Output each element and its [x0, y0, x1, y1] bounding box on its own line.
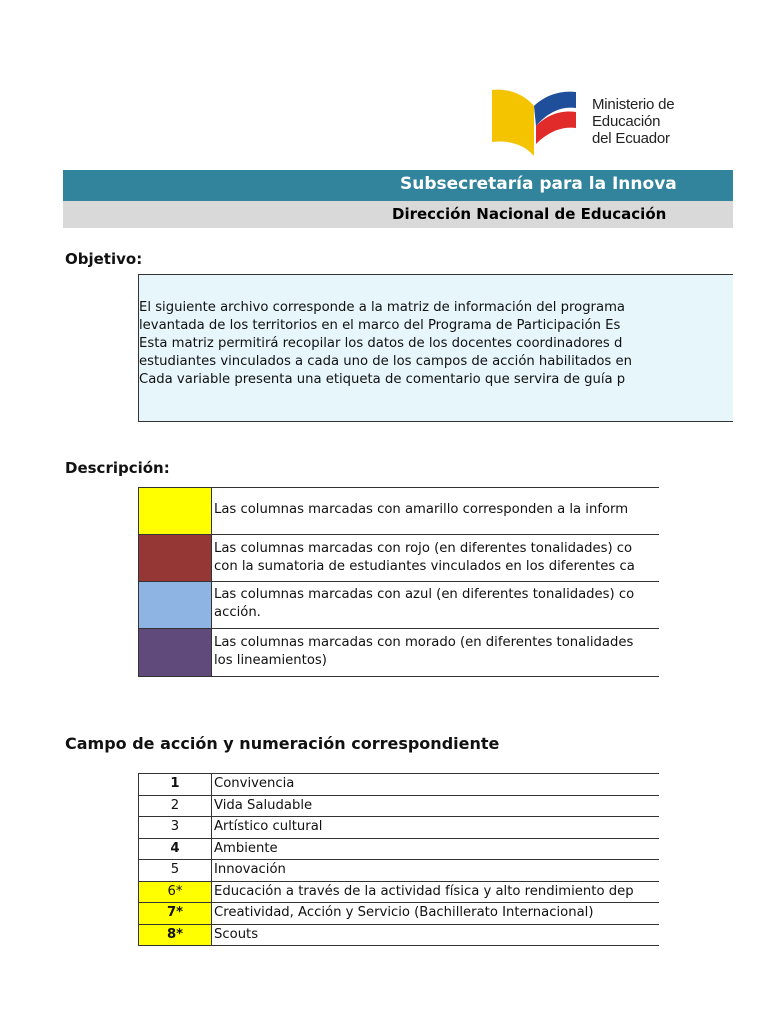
field-label: Educación a través de la actividad física y alto rendimiento dep [214, 883, 634, 899]
field-number: 2 [138, 796, 212, 817]
description-text [212, 629, 659, 676]
field-row [138, 816, 659, 838]
objective-label: Objetivo: [65, 250, 143, 268]
fields-label: Campo de acción y numeración correspondiente [65, 734, 500, 753]
field-label: Vida Saludable [214, 797, 313, 813]
description-line: Las columnas marcadas con rojo (en diferentes tonalidades) co [214, 541, 633, 556]
field-label: Creatividad, Acción y Servicio (Bachillerato Internacional) [214, 905, 594, 920]
description-text [212, 535, 659, 581]
field-label: Innovación [214, 862, 286, 877]
field-row [138, 881, 659, 903]
field-row [138, 773, 659, 795]
description-row [138, 534, 659, 581]
objective-box [138, 274, 733, 422]
page-subtitle: Dirección Nacional de Educación [392, 205, 667, 223]
subtitle-band [63, 201, 733, 228]
description-line: Las columnas marcadas con amarillo corresponden a la inform [214, 502, 629, 517]
description-line: acción. [214, 605, 261, 620]
description-table [138, 487, 659, 677]
description-line: Las columnas marcadas con morado (en diferentes tonalidades [214, 635, 634, 650]
description-line: con la sumatoria de estudiantes vinculados en los diferentes ca [214, 559, 635, 574]
title-band [63, 170, 733, 201]
color-swatch-red [138, 535, 212, 581]
field-number: 4 [138, 839, 212, 860]
field-number: 6* [138, 882, 212, 903]
field-number: 8* [138, 925, 212, 946]
field-row [138, 924, 659, 947]
field-label: Artístico cultural [214, 819, 323, 834]
logo-line-2: Educación [592, 113, 661, 130]
field-number: 3 [138, 817, 212, 838]
description-text [212, 488, 659, 534]
page-title: Subsecretaría para la Innova [400, 174, 677, 194]
field-row [138, 859, 659, 881]
objective-line: El siguiente archivo corresponde a la matriz de información del programa [139, 300, 625, 315]
description-label: Descripción: [65, 459, 170, 477]
objective-line: levantada de los territorios en el marco del Programa de Participación Es [139, 318, 621, 333]
field-label: Convivencia [214, 776, 295, 791]
color-swatch-blue [138, 582, 212, 628]
ministry-name [592, 96, 674, 147]
description-row [138, 487, 659, 534]
field-number: 7* [138, 903, 212, 924]
field-label: Scouts [214, 926, 259, 942]
field-number: 1 [138, 774, 212, 795]
field-row [138, 795, 659, 817]
ministry-emblem-icon [490, 86, 590, 158]
description-line: los lineamientos) [214, 653, 327, 668]
objective-text [139, 299, 659, 389]
logo-line-1: Ministerio de [592, 96, 675, 113]
objective-line: Cada variable presenta una etiqueta de comentario que servira de guía p [139, 372, 626, 387]
fields-table [138, 773, 659, 946]
objective-line: Esta matriz permitirá recopilar los datos de los docentes coordinadores d [139, 336, 623, 351]
objective-box-edge [659, 275, 733, 422]
field-label: Ambiente [214, 840, 278, 856]
field-number: 5 [138, 860, 212, 881]
color-swatch-yellow [138, 488, 212, 534]
field-row [138, 902, 659, 924]
color-swatch-purple [138, 629, 212, 676]
logo-line-3: del Ecuador [592, 130, 670, 147]
description-row [138, 628, 659, 677]
field-row [138, 838, 659, 860]
objective-line: estudiantes vinculados a cada uno de los campos de acción habilitados en [139, 354, 632, 369]
ministry-logo [490, 86, 690, 158]
description-text [212, 582, 659, 628]
description-row [138, 581, 659, 628]
description-line: Las columnas marcadas con azul (en diferentes tonalidades) co [214, 587, 635, 602]
